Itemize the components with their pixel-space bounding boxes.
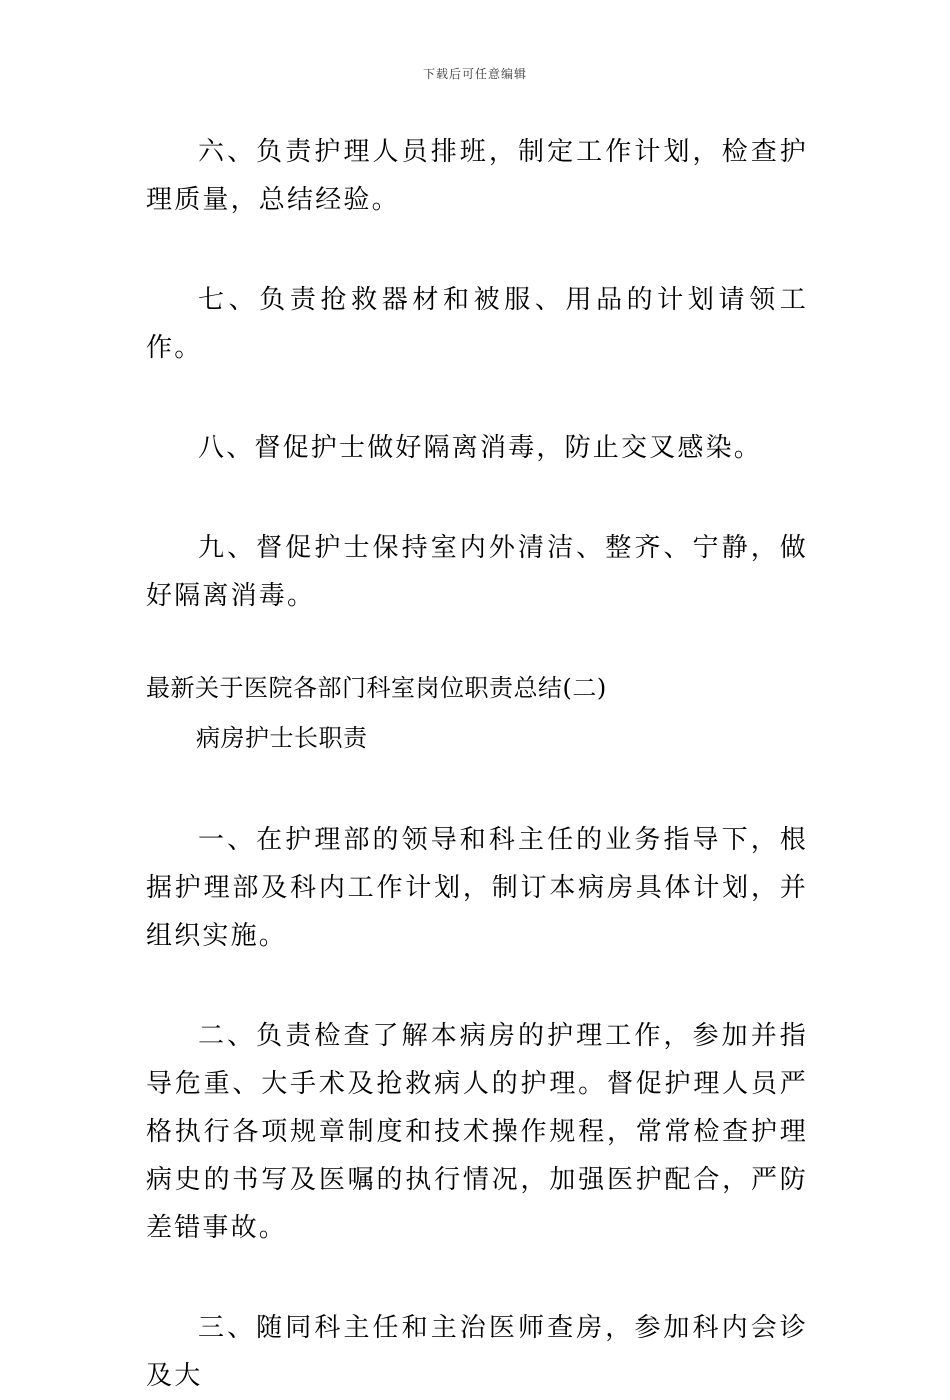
sub-title: 病房护士长职责 [196, 724, 368, 752]
document-body [146, 128, 808, 1400]
paragraph-item-6: 六、负责护理人员排班，制定工作计划，检查护理质量，总结经验。 [146, 137, 808, 215]
section-title: 最新关于医院各部门科室岗位职责总结(二) [146, 674, 607, 702]
paragraph-duty-2: 二、负责检查了解本病房的护理工作，参加并指导危重、大手术及抢救病人的护理。督促护理人员严格执行各项规章制度和技术操作规程，常常检查护理病史的书写及医嘱的执行情况，加强医护配合，严防差错事故。 [146, 1021, 808, 1243]
header-note: 下载后可任意编辑 [422, 67, 527, 81]
paragraph-item-8: 八、督促护士做好隔离消毒，防止交叉感染。 [198, 433, 763, 463]
paragraph-duty-1: 一、在护理部的领导和科主任的业务指导下，根据护理部及科内工作计划，制订本病房具体计划，并组织实施。 [146, 825, 808, 951]
paragraph-duty-3: 三、随同科主任和主治医师查房，参加科内会诊及大 [146, 1313, 808, 1391]
paragraph-item-9: 九、督促护士保持室内外清洁、整齐、宁静，做好隔离消毒。 [146, 533, 808, 611]
paragraph-item-7: 七、负责抢救器材和被服、用品的计划请领工作。 [146, 285, 808, 363]
